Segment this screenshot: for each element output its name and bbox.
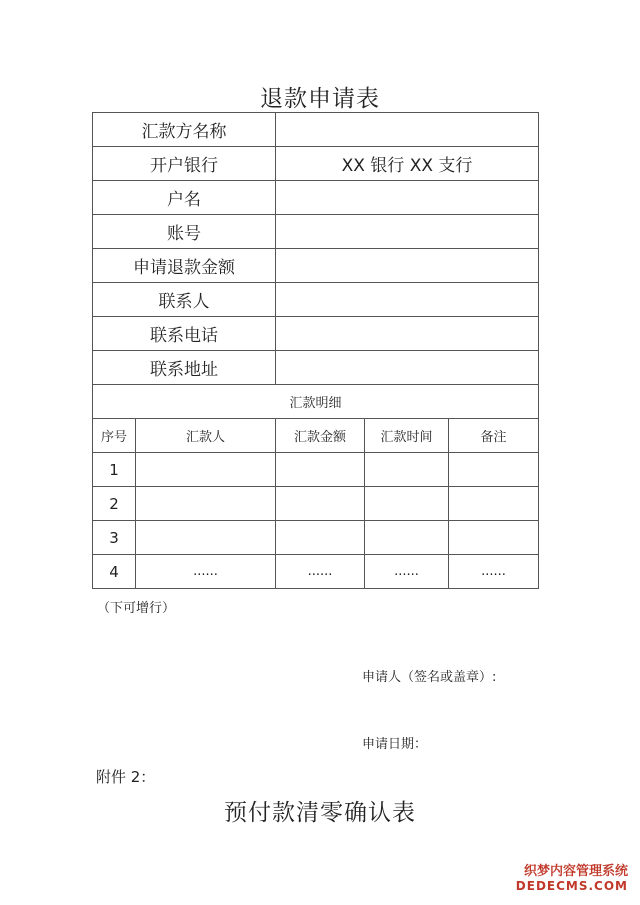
field-label: 账号 [93,215,276,249]
table-row [93,453,539,487]
refund-form-table [92,112,539,589]
field-label: 户名 [93,181,276,215]
detail-column-headers [93,419,539,453]
form-title: 退款申请表 [260,86,380,112]
field-value [276,283,539,317]
table-row [93,521,539,555]
table-cell [276,487,365,521]
field-row-contact [93,283,539,317]
table-cell: ...... [276,555,365,589]
field-label: 申请退款金额 [93,249,276,283]
detail-section-header [93,385,539,419]
field-row-phone [93,317,539,351]
field-row-refund-amount [93,249,539,283]
field-label: 开户银行 [93,147,276,181]
table-cell [449,521,539,555]
field-value: XX 银行 XX 支行 [276,147,539,181]
row-number: 1 [93,453,136,487]
field-row-account-name [93,181,539,215]
table-row [93,487,539,521]
field-value [276,317,539,351]
watermark-cn: 织梦内容管理系统 [523,864,628,879]
field-row-remitter-name [93,113,539,147]
add-rows-note: （下可增行） [97,601,176,616]
field-row-address [93,351,539,385]
table-cell: ...... [365,555,449,589]
table-cell [276,521,365,555]
table-cell [276,453,365,487]
column-header: 备注 [449,419,539,453]
table-cell [136,453,276,487]
attachment-label: 附件 2： [96,768,156,786]
field-value [276,249,539,283]
field-value [276,113,539,147]
applicant-signature-label: 申请人（签名或盖章）: [362,670,497,685]
column-header: 序号 [93,419,136,453]
attachment-title: 预付款清零确认表 [224,800,416,826]
column-header: 汇款时间 [365,419,449,453]
table-cell [449,487,539,521]
table-cell [365,453,449,487]
field-label: 联系人 [93,283,276,317]
table-cell [136,521,276,555]
column-header: 汇款人 [136,419,276,453]
field-label: 汇款方名称 [93,113,276,147]
field-value [276,181,539,215]
table-cell: ...... [136,555,276,589]
field-label: 联系地址 [93,351,276,385]
application-date-label: 申请日期： [362,737,428,752]
row-number: 3 [93,521,136,555]
row-number: 2 [93,487,136,521]
column-header: 汇款金额 [276,419,365,453]
field-value [276,215,539,249]
row-number: 4 [93,555,136,589]
table-cell: ...... [449,555,539,589]
field-value [276,351,539,385]
watermark [516,864,628,894]
table-cell [449,453,539,487]
field-row-bank [93,147,539,181]
detail-title: 汇款明细 [93,385,539,419]
table-row [93,555,539,589]
field-label: 联系电话 [93,317,276,351]
watermark-en: DEDECMS.COM [515,879,628,893]
table-cell [365,521,449,555]
field-row-account-number [93,215,539,249]
table-cell [365,487,449,521]
table-cell [136,487,276,521]
